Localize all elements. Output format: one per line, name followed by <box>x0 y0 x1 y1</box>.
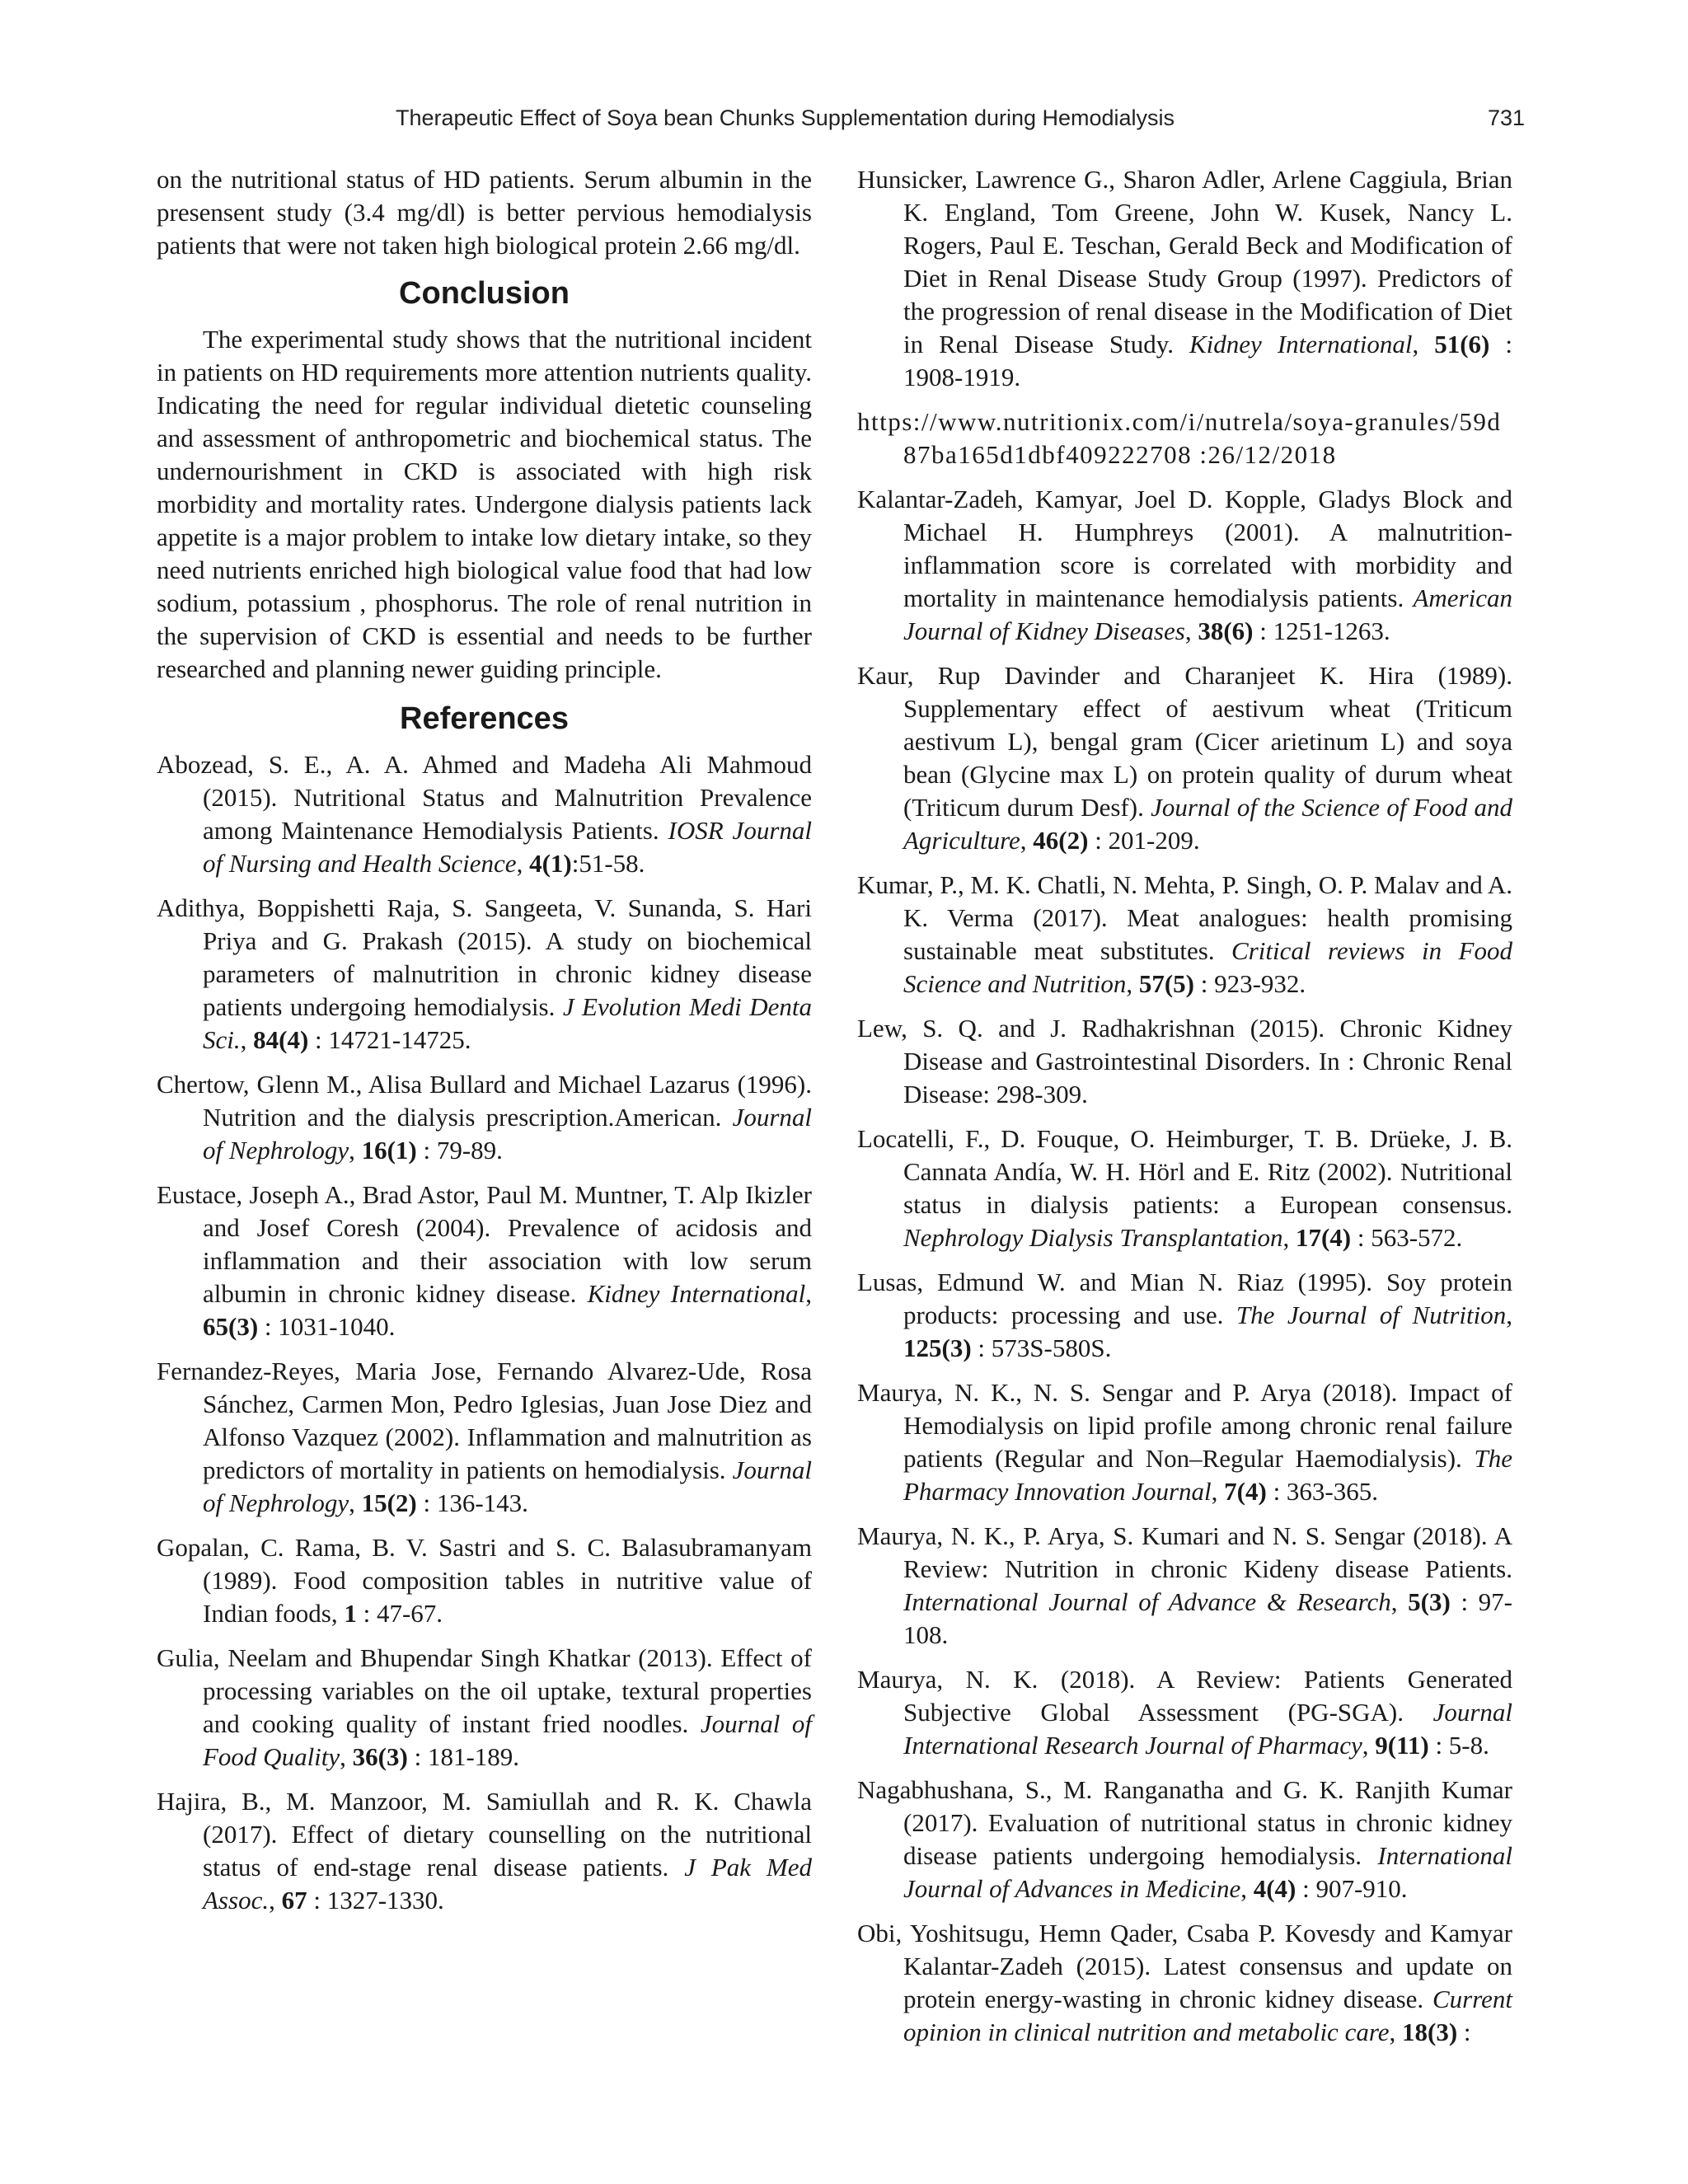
reference-item: Hunsicker, Lawrence G., Sharon Adler, Arlene Caggiula, Brian K. England, Tom Greene, John W. Kusek, Nancy L. Rogers, Paul E. Teschan, Gerald Beck and Modification of Diet in Renal Disease Study Group (1997). Predictors of the progression of renal disease in the Modification of Diet in Renal Disease Study. Kidney International, 51(6) : 1908-1919. <box>857 165 1513 391</box>
conclusion-heading: Conclusion <box>399 276 570 311</box>
reference-item: Maurya, N. K., N. S. Sengar and P. Arya (2018). Impact of Hemodialysis on lipid profile among chronic renal failure patients (Regular and Non–Regular Haemodialysis). The Pharmacy Innovation Journal, 7(4) : 363-365. <box>857 1378 1512 1506</box>
right-column <box>857 163 1512 2060</box>
reference-url-item <box>857 405 1512 471</box>
reference-item: Eustace, Joseph A., Brad Astor, Paul M. Muntner, T. Alp Ikizler and Josef Coresh (2004). Prevalence of acidosis and inflammation and their association with low serum albumin in chronic kidney disease. Kidney International, 65(3) : 1031-1040. <box>157 1180 813 1341</box>
conclusion-paragraph: The experimental study shows that the nutritional incident in patients on HD requirements more attention nutrients quality. Indicating the need for regular individual dietetic counseling and assessment of anthropometric and biochemical status. The undernourishment in CKD is associated with high risk morbidity and mortality rates. Undergone dialysis patients lack appetite is a major problem to intake low dietary intake, so they need nutrients enriched high biological value food that had low sodium, potassium , phosphorus. The role of renal nutrition in the supervision of CKD is essential and needs to be further researched and planning newer guiding principle. <box>157 325 812 683</box>
intro-paragraph: on the nutritional status of HD patients. Serum albumin in the presensent study (3.4 mg/dl) is better pervious hemodialysis patients that were not taken high biological protein 2.66 mg/dl. <box>157 165 812 260</box>
left-column <box>157 163 812 1929</box>
reference-item: Obi, Yoshitsugu, Hemn Qader, Csaba P. Kovesdy and Kamyar Kalantar-Zadeh (2015). Latest consensus and update on protein energy-wasting in chronic kidney disease. Current opinion in clinical nutrition and metabolic care, 18(3) : <box>857 1919 1512 2046</box>
reference-item: Fernandez-Reyes, Maria Jose, Fernando Alvarez-Ude, Rosa Sánchez, Carmen Mon, Pedro Iglesias, Juan Jose Diez and Alfonso Vazquez (2002). Inflammation and malnutrition as predictors of mortality in patients on hemodialysis. Journal of Nephrology, 15(2) : 136-143. <box>157 1357 812 1517</box>
reference-item: Locatelli, F., D. Fouque, O. Heimburger, T. B. Drüeke, J. B. Cannata Andía, W. H. Hörl and E. Ritz (2002). Nutritional status in dialysis patients: a European consensus. Nephrology Dialysis Transplantation, 17(4) : 563-572. <box>857 1124 1512 1252</box>
reference-item: Gopalan, C. Rama, B. V. Sastri and S. C. Balasubramanyam (1989). Food composition tables in nutritive value of Indian foods, 1 : 47-67. <box>157 1533 812 1628</box>
reference-item: Hajira, B., M. Manzoor, M. Samiullah and R. K. Chawla (2017). Effect of dietary counselling on the nutritional status of end-stage renal disease patients. J Pak Med Assoc., 67 : 1327-1330. <box>157 1787 812 1915</box>
reference-item: Maurya, N. K. (2018). A Review: Patients Generated Subjective Global Assessment (PG-SGA). Journal International Research Journal of Pharmacy, 9(11) : 5-8. <box>857 1665 1512 1760</box>
reference-url[interactable]: https://www.nutritionix.com/i/nutrela/soya-granules/59d87ba165d1dbf409222708 :26/12/2018 <box>857 407 1502 469</box>
reference-item: Lew, S. Q. and J. Radhakrishnan (2015). Chronic Kidney Disease and Gastrointestinal Disorders. In : Chronic Renal Disease: 298-309. <box>857 1014 1512 1108</box>
running-title: Therapeutic Effect of Soya bean Chunks Supplementation during Hemodialysis <box>396 105 1175 130</box>
running-header <box>157 105 1525 138</box>
references-heading: References <box>400 701 569 736</box>
reference-item: Gulia, Neelam and Bhupendar Singh Khatkar (2013). Effect of processing variables on the oil uptake, textural properties and cooking quality of instant fried noodles. Journal of Food Quality, 36(3) : 181-189. <box>157 1643 812 1771</box>
reference-item: Lusas, Edmund W. and Mian N. Riaz (1995). Soy protein products: processing and use. The Journal of Nutrition, 125(3) : 573S-580S. <box>857 1268 1512 1362</box>
reference-list-right <box>857 163 1512 2049</box>
reference-item: Kalantar-Zadeh, Kamyar, Joel D. Kopple, Gladys Block and Michael H. Humphreys (2001). A malnutrition-inflammation score is correlated with morbidity and mortality in maintenance hemodialysis patients. American Journal of Kidney Diseases, 38(6) : 1251-1263. <box>857 485 1512 645</box>
reference-item: Abozead, S. E., A. A. Ahmed and Madeha Ali Mahmoud (2015). Nutritional Status and Malnutrition Prevalence among Maintenance Hemodialysis Patients. IOSR Journal of Nursing and Health Science, 4(1):51-58. <box>157 750 812 878</box>
reference-item: Maurya, N. K., P. Arya, S. Kumari and N. S. Sengar (2018). A Review: Nutrition in chronic Kideny disease Patients. International Journal of Advance & Research, 5(3) : 97-108. <box>857 1521 1513 1649</box>
reference-item: Kaur, Rup Davinder and Charanjeet K. Hira (1989). Supplementary effect of aestivum wheat (Triticum aestivum L), bengal gram (Cicer arietinum L) and soya bean (Glycine max L) on protein quality of durum wheat (Triticum durum Desf). Journal of the Science of Food and Agriculture, 46(2) : 201-209. <box>857 661 1512 855</box>
reference-item: Kumar, P., M. K. Chatli, N. Mehta, P. Singh, O. P. Malav and A. K. Verma (2017). Meat analogues: health promising sustainable meat substitutes. Critical reviews in Food Science and Nutrition, 57(5) : 923-932. <box>857 870 1512 998</box>
reference-list-left <box>157 748 812 1917</box>
page-number: 731 <box>1487 105 1525 130</box>
reference-item: Adithya, Boppishetti Raja, S. Sangeeta, V. Sunanda, S. Hari Priya and G. Prakash (2015). A study on biochemical parameters of malnutrition in chronic kidney disease patients undergoing hemodialysis. J Evolution Medi Denta Sci., 84(4) : 14721-14725. <box>157 893 812 1054</box>
reference-item: Nagabhushana, S., M. Ranganatha and G. K. Ranjith Kumar (2017). Evaluation of nutritional status in chronic kidney disease patients undergoing hemodialysis. International Journal of Advances in Medicine, 4(4) : 907-910. <box>857 1775 1512 1903</box>
reference-item: Chertow, Glenn M., Alisa Bullard and Michael Lazarus (1996). Nutrition and the dialysis prescription.American. Journal of Nephrology, 16(1) : 79-89. <box>157 1070 812 1165</box>
